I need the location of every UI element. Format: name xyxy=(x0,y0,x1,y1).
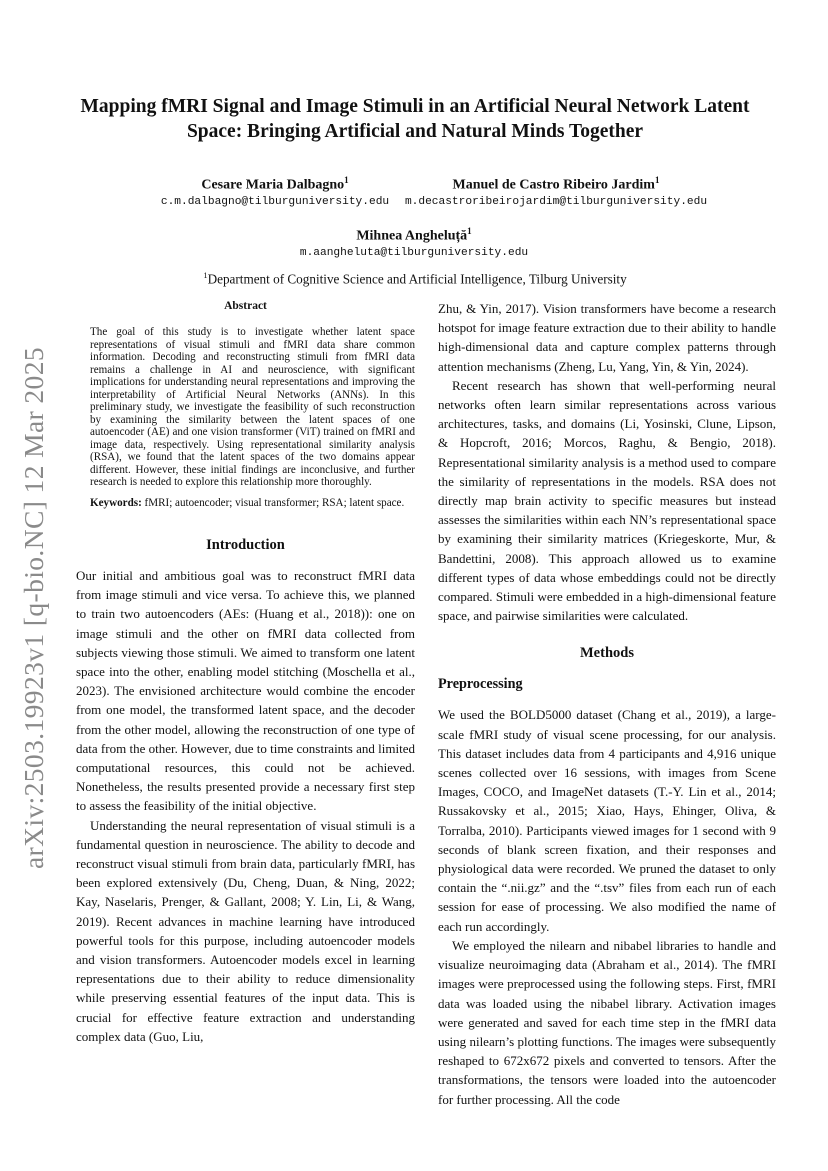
intro-paragraph-1: Our initial and ambitious goal was to reconstruct fMRI data from image stimuli and vice versa. To achieve this, we planned to train two autoencoders (AEs: (Huang et al., 2018)): one on image stimuli and the other on fMRI data collected from subjects viewing those stimuli. We aimed to transform one latent space into the other, enabling model stitching (Moschella et al., 2023). The envisioned architecture would combine the encoder from one model, the transformed latent space, and the decoder from the other model, allowing the reconstruction of one type of data from the other. However, due to time constraints and limited computational resources, this could not be achieved. Nonetheless, the results presented provide a necessary first step to assess the feasibility of the initial objective. xyxy=(76,568,415,814)
author-block-2 xyxy=(395,172,717,210)
intro-paragraph-2: Understanding the neural representation of visual stimuli is a fundamental question in neuroscience. The ability to decode and reconstruct visual stimuli from brain data, particularly fMRI, has been explored extensively (Du, Cheng, Duan, & Ning, 2022; Kay, Naselaris, Prenger, & Gallant, 2008; Y. Lin, Li, & Wang, 2019). Recent advances in machine learning have introduced powerful tools for this purpose, including autoencoder models and vision transformers. Autoencoder models excel in learning representations due to their ability to reduce dimensionality while preserving essential features of the input data. This is crucial for effective feature extraction and understanding complex data (Guo, Liu, xyxy=(76,817,415,1044)
abstract-heading: Abstract xyxy=(224,300,267,312)
right-column xyxy=(438,299,776,1109)
arxiv-identifier: arXiv:2503.19923v1 [q-bio.NC] 12 Mar 2025 xyxy=(18,346,50,870)
preprocessing-subheading: Preprocessing xyxy=(438,676,523,693)
intro-paragraph-3: Recent research has shown that well-performing neural networks often learn similar representations across various architectures, tasks, and domains (Li, Yosinski, Clune, Lipson, & Hopcroft, 2016; Morcos, Raghu, & Bengio, 2018). Representational similarity analysis is a method used to compare the similarity of representations in the models. RSA does not directly map brain activity to specific measures but instead assesses the similarities within each NN’s representational space by examining their similarity matrices (Kriegeskorte, Mur, & Bandettini, 2008). This approach allowed us to examine different types of data whose embeddings could not be directly compared. Stimuli were embedded in a high-dimensional feature space, and pairwise similarities were calculated. xyxy=(438,377,776,624)
intro-paragraph-2-continued: Zhu, & Yin, 2017). Vision transformers have become a research hotspot for image feature extraction due to their ability to handle high-dimensional data and capture complex patterns through attention mechanisms (Zheng, Lu, Yang, Yin, & Yin, 2024). xyxy=(438,301,776,374)
abstract-text: The goal of this study is to investigate whether latent space representations of visual stimuli and fMRI data share common information. Decoding and reconstructing stimuli from fMRI data remains a challenge in AI and neuroscience, with significant implications for understanding neural representations and improving the interpretability of Artificial Neural Networks (ANNs). In this preliminary study, we investigate the feasibility of such reconstruction by examining the similarity between the latent spaces of one autoencoder (AE) and one vision transformer (ViT) trained on fMRI and image data, respectively. Using representational similarity analysis (RSA), we found that the latent spaces of the two domains appear different. However, these initial findings are inconclusive, and further research is needed to explore this relationship more thoroughly. xyxy=(90,326,415,488)
author-email: c.m.dalbagno@tilburguniversity.edu xyxy=(160,195,390,208)
author-email: m.decastroribeirojardim@tilburguniversity.edu xyxy=(404,195,708,208)
author-block-1 xyxy=(140,172,410,210)
methods-paragraph-2: We employed the nilearn and nibabel libraries to handle and visualize neuroimaging data (Abraham et al., 2014). The fMRI images were preprocessed using the following steps. First, fMRI data was loaded using the nibabel library. Activation images were generated and saved for each time step in the fMRI data using nilearn’s plotting functions. The images were subsequently reshaped to 672x672 pixels and converted to tensors. After the transformations, the tensors were loaded into the autoencoder for further processing. All the code xyxy=(438,937,776,1107)
author-block-3 xyxy=(264,223,564,261)
author-name: Mihnea Angheluță$^1$ xyxy=(356,226,472,244)
author-name: Manuel de Castro Ribeiro Jardim$^1$ xyxy=(452,175,660,193)
arxiv-side-stamp xyxy=(14,343,54,873)
methods-heading: Methods xyxy=(580,645,634,662)
affiliation: $^1$Department of Cognitive Science and Artificial Intelligence, Tilburg University xyxy=(203,270,627,287)
introduction-heading: Introduction xyxy=(206,537,285,553)
author-name: Cesare Maria Dalbagno$^1$ xyxy=(201,175,349,193)
methods-paragraph-1: We used the BOLD5000 dataset (Chang et al., 2019), a large-scale fMRI study of visual scene processing, for our analysis. This dataset includes data from 4 participants and 4,916 unique scenes collected over 16 sessions, with images from Scene Images, COCO, and ImageNet datasets (T.-Y. Lin et al., 2014; Russakovsky et al., 2015; Xiao, Hays, Ehinger, Oliva, & Torralba, 2010). Participants viewed images for 1 second with 9 seconds of blank screen fixation, and their responses and physiological data were recorded. We pruned the dataset to only contain the “.nii.gz” and the “.tsv” files from each run of each session for ease of processing. We also modified the name of each run accordingly. xyxy=(438,707,776,934)
keywords: Keywords: fMRI; autoencoder; visual transformer; RSA; latent space. xyxy=(90,496,405,509)
left-column xyxy=(76,300,415,1046)
paper-title: Mapping fMRI Signal and Image Stimuli in an Artificial Neural Network Latent Space: Bringing Artificial and Natural Minds Together xyxy=(80,96,750,142)
author-email: m.aangheluta@tilburguniversity.edu xyxy=(299,246,529,259)
